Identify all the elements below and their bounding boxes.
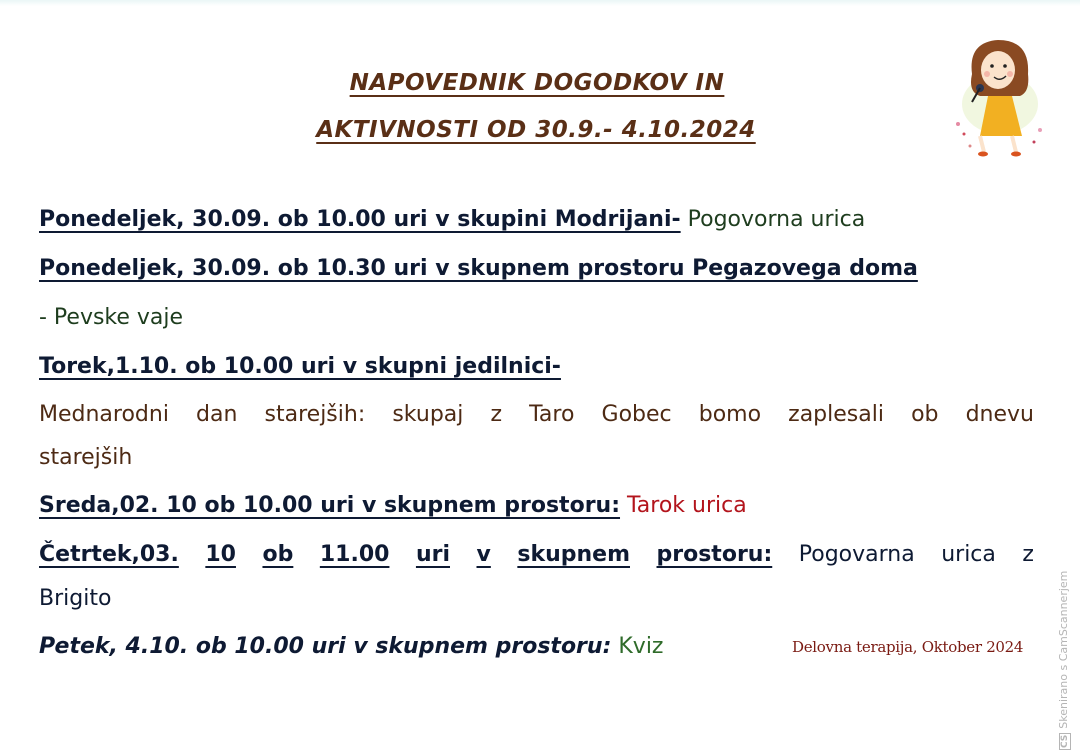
- event-monday-2-activity: - Pevske vaje: [39, 305, 184, 330]
- camscanner-badge-icon: CS: [1060, 734, 1070, 748]
- scan-top-edge: [0, 0, 1080, 6]
- event-thursday: Četrtek,03. 10 ob 11.00 uri v skupnem prostoru: Pogovarna urica z: [39, 542, 1034, 567]
- event-tuesday-activity: Mednarodni dan starejših: skupaj z Taro Gobec bomo zaplesali ob dnevu: [39, 402, 1034, 427]
- event-monday-1: Ponedeljek, 30.09. ob 10.00 uri v skupini Modrijani- Pogovorna urica: [39, 207, 866, 232]
- event-monday-2-label: Ponedeljek, 30.09. ob 10.30 uri v skupnem prostoru Pegazovega doma: [39, 256, 918, 281]
- camscanner-watermark: CSSkenirano s CamScannerjem: [1057, 570, 1070, 748]
- event-friday: Petek, 4.10. ob 10.00 uri v skupnem prostoru: Kviz: [39, 634, 664, 659]
- event-tuesday-label: Torek,1.10. ob 10.00 uri v skupni jedilnici-: [39, 354, 561, 379]
- title-line-1: NAPOVEDNIK DOGODKOV IN: [349, 70, 725, 96]
- title-line-2: AKTIVNOSTI OD 30.9.- 4.10.2024: [316, 117, 756, 143]
- footer-note: Delovna terapija, Oktober 2024: [792, 638, 1024, 656]
- singing-girl-illustration: [950, 34, 1050, 159]
- event-wednesday: Sreda,02. 10 ob 10.00 uri v skupnem prostoru: Tarok urica: [39, 493, 747, 518]
- event-thursday-activity-cont: Brigito: [39, 586, 112, 611]
- event-tuesday-activity-cont: starejših: [39, 445, 133, 470]
